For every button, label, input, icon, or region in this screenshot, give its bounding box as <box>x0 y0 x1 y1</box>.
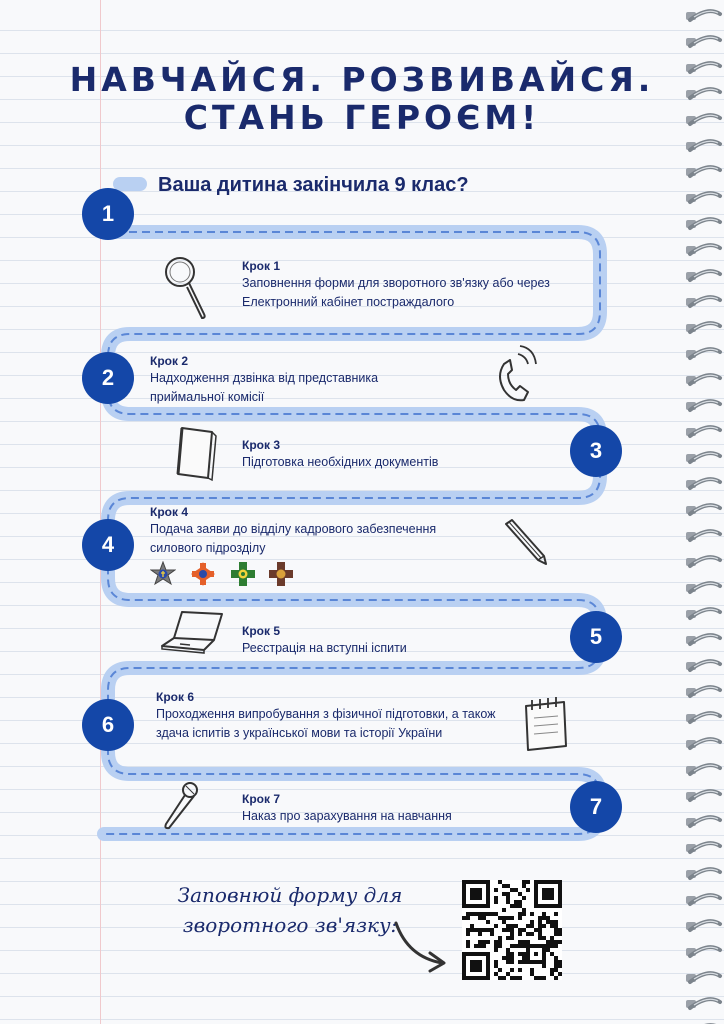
police-emblem-icon <box>150 561 176 587</box>
microphone-icon <box>160 780 200 832</box>
pencil-icon <box>500 516 552 568</box>
step-7-number: 7 <box>570 781 622 833</box>
step-1-title: Крок 1 <box>242 259 280 273</box>
intro-question: Ваша дитина закінчила 9 клас? <box>158 174 469 196</box>
magnifier-icon <box>160 252 210 322</box>
step-4-number: 4 <box>82 519 134 571</box>
step-4-text: Подача заяви до відділу кадрового забезпечення силового підрозділу <box>150 522 437 555</box>
step-3-text: Підготовка необхідних документів <box>242 455 439 469</box>
step-6-title: Крок 6 <box>156 690 194 704</box>
step-5-number: 5 <box>570 611 622 663</box>
feedback-call-to-action <box>175 880 405 940</box>
step-4-title: Крок 4 <box>150 505 188 519</box>
emergency-service-emblem-icon <box>190 561 216 587</box>
step-3-number: 3 <box>570 425 622 477</box>
step-2-title: Крок 2 <box>150 354 188 368</box>
notebook-icon <box>174 424 218 482</box>
step-1-text: Заповнення форми для зворотного зв'язку або через Електронний кабінет постраждалого <box>242 276 550 309</box>
military-emblem-icon <box>268 561 294 587</box>
qr-code[interactable] <box>462 880 562 980</box>
step-2-number: 2 <box>82 352 134 404</box>
step-1-number: 1 <box>82 188 134 240</box>
step-2-text: Надходження дзвінка від представника приймальної комісії <box>150 371 379 404</box>
step-7-title: Крок 7 <box>242 792 280 806</box>
headline-line-1: НАВЧАЙСЯ. РОЗВИВАЙСЯ. <box>69 60 655 99</box>
step-7-text: Наказ про зарахування на навчання <box>242 809 452 823</box>
step-6-number: 6 <box>82 699 134 751</box>
cta-line-1: Заповнюй форму для <box>177 883 403 907</box>
phone-icon <box>494 342 542 406</box>
step-6-text: Проходження випробування з фізичної підготовки, а також здача іспитів з української мови та історії України <box>156 707 496 740</box>
step-5-text: Реєстрація на вступні іспити <box>242 641 407 655</box>
border-guard-emblem-icon <box>230 561 256 587</box>
step-3-title: Крок 3 <box>242 438 280 452</box>
laptop-icon <box>160 608 228 654</box>
cta-line-2: зворотного зв'язку: <box>182 913 398 937</box>
headline-line-2: СТАНЬ ГЕРОЄМ! <box>183 98 541 137</box>
arrow-icon <box>390 915 454 975</box>
step-5-title: Крок 5 <box>242 624 280 638</box>
notepad-icon <box>520 696 570 752</box>
